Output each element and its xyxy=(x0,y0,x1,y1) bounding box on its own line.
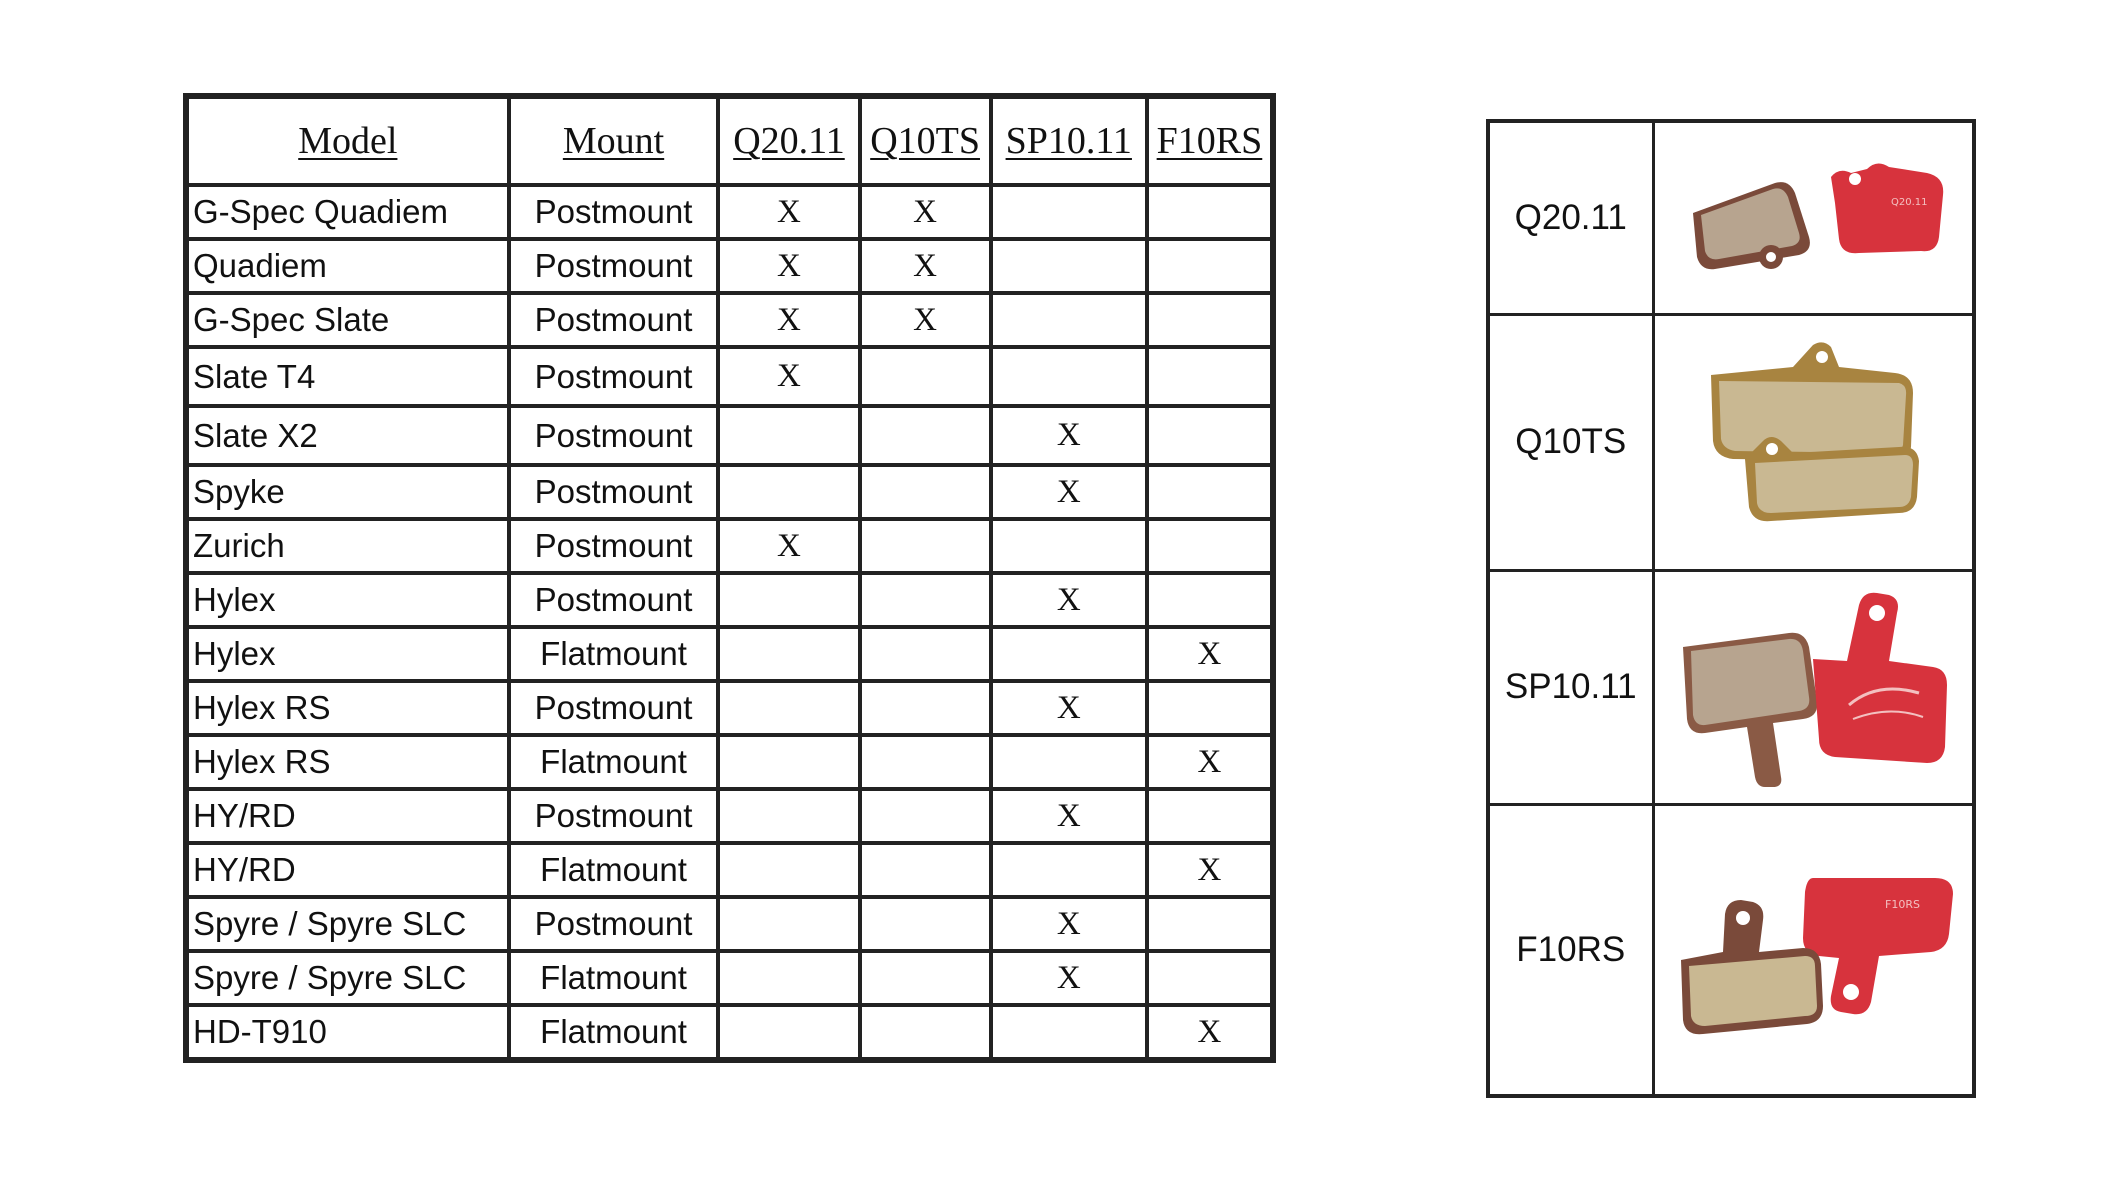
mount-cell: Flatmount xyxy=(509,1005,719,1060)
compat-mark-sp10-11: X xyxy=(991,789,1147,843)
mount-cell: Flatmount xyxy=(509,951,719,1005)
pad-image-f10rs xyxy=(1653,804,1974,1096)
compat-mark-f10rs: X xyxy=(1147,735,1273,789)
table-row xyxy=(186,465,1273,519)
compat-mark-q20-11 xyxy=(718,627,859,681)
compat-mark-q10ts xyxy=(860,1005,991,1060)
model-cell: Slate T4 xyxy=(186,347,509,406)
header-q10ts: Q10TS xyxy=(860,96,991,185)
header-f10rs: F10RS xyxy=(1147,96,1273,185)
compat-mark-q10ts xyxy=(860,347,991,406)
pad-name: F10RS xyxy=(1488,804,1653,1096)
model-cell: Hylex RS xyxy=(186,681,509,735)
compat-mark-f10rs xyxy=(1147,465,1273,519)
compat-mark-q10ts xyxy=(860,465,991,519)
header-q20-11: Q20.11 xyxy=(718,96,859,185)
table-row xyxy=(186,897,1273,951)
pad-legend-table xyxy=(1486,119,1976,1098)
header-sp10-11: SP10.11 xyxy=(991,96,1147,185)
svg-text:F10RS: F10RS xyxy=(1885,897,1921,911)
compat-mark-q20-11 xyxy=(718,843,859,897)
compat-mark-q10ts xyxy=(860,406,991,465)
pad-row-q20-11 xyxy=(1488,121,1974,314)
model-cell: Spyke xyxy=(186,465,509,519)
compat-mark-f10rs xyxy=(1147,897,1273,951)
pad-row-q10ts xyxy=(1488,314,1974,570)
compat-mark-f10rs xyxy=(1147,293,1273,347)
compat-mark-f10rs xyxy=(1147,519,1273,573)
model-cell: G-Spec Quadiem xyxy=(186,185,509,239)
compat-mark-sp10-11 xyxy=(991,293,1147,347)
mount-cell: Postmount xyxy=(509,347,719,406)
compat-mark-f10rs xyxy=(1147,347,1273,406)
model-cell: Spyre / Spyre SLC xyxy=(186,951,509,1005)
compat-mark-sp10-11: X xyxy=(991,897,1147,951)
pad-name: Q20.11 xyxy=(1488,121,1653,314)
compat-mark-q10ts xyxy=(860,789,991,843)
model-cell: Hylex RS xyxy=(186,735,509,789)
mount-cell: Postmount xyxy=(509,185,719,239)
mount-cell: Postmount xyxy=(509,465,719,519)
model-cell: Hylex xyxy=(186,573,509,627)
compat-mark-f10rs xyxy=(1147,185,1273,239)
table-row xyxy=(186,951,1273,1005)
model-cell: HY/RD xyxy=(186,789,509,843)
compat-mark-q10ts xyxy=(860,735,991,789)
model-cell: Slate X2 xyxy=(186,406,509,465)
brake-pad-image xyxy=(1663,327,1963,557)
table-row xyxy=(186,735,1273,789)
brake-pad-image xyxy=(1663,133,1963,303)
table-row xyxy=(186,681,1273,735)
pad-row-sp10-11 xyxy=(1488,570,1974,804)
compat-mark-q10ts xyxy=(860,681,991,735)
table-row xyxy=(186,185,1273,239)
table-row xyxy=(186,627,1273,681)
compat-mark-q10ts xyxy=(860,951,991,1005)
mount-cell: Postmount xyxy=(509,681,719,735)
model-cell: Hylex xyxy=(186,627,509,681)
compat-mark-q20-11: X xyxy=(718,185,859,239)
compat-mark-f10rs xyxy=(1147,951,1273,1005)
compat-mark-q20-11 xyxy=(718,465,859,519)
brake-pad-image xyxy=(1663,830,1963,1070)
compat-mark-sp10-11 xyxy=(991,519,1147,573)
model-cell: Spyre / Spyre SLC xyxy=(186,897,509,951)
pad-image-q20-11 xyxy=(1653,121,1974,314)
table-body xyxy=(186,185,1273,1060)
header-row xyxy=(186,96,1273,185)
compat-mark-q20-11 xyxy=(718,573,859,627)
table-row xyxy=(186,573,1273,627)
compat-mark-q10ts xyxy=(860,573,991,627)
compat-mark-sp10-11 xyxy=(991,843,1147,897)
table-row xyxy=(186,406,1273,465)
pad-name: Q10TS xyxy=(1488,314,1653,570)
compat-mark-f10rs xyxy=(1147,681,1273,735)
compat-mark-f10rs xyxy=(1147,789,1273,843)
mount-cell: Postmount xyxy=(509,293,719,347)
mount-cell: Postmount xyxy=(509,406,719,465)
compat-mark-sp10-11 xyxy=(991,627,1147,681)
compat-mark-q20-11: X xyxy=(718,347,859,406)
mount-cell: Postmount xyxy=(509,519,719,573)
compat-mark-sp10-11 xyxy=(991,735,1147,789)
compat-mark-q20-11 xyxy=(718,951,859,1005)
compat-mark-f10rs: X xyxy=(1147,1005,1273,1060)
compat-mark-sp10-11: X xyxy=(991,406,1147,465)
compatibility-table xyxy=(183,93,1276,1063)
pad-image-sp10-11 xyxy=(1653,570,1974,804)
table-row xyxy=(186,293,1273,347)
pad-name: SP10.11 xyxy=(1488,570,1653,804)
compat-mark-sp10-11: X xyxy=(991,573,1147,627)
compat-mark-q20-11 xyxy=(718,681,859,735)
compat-mark-q20-11: X xyxy=(718,519,859,573)
mount-cell: Postmount xyxy=(509,239,719,293)
table-row xyxy=(186,1005,1273,1060)
compat-mark-sp10-11: X xyxy=(991,465,1147,519)
compat-mark-q20-11 xyxy=(718,897,859,951)
header-mount: Mount xyxy=(509,96,719,185)
compat-mark-sp10-11 xyxy=(991,239,1147,293)
mount-cell: Flatmount xyxy=(509,735,719,789)
table-row xyxy=(186,347,1273,406)
compat-mark-q10ts xyxy=(860,519,991,573)
compat-mark-sp10-11 xyxy=(991,185,1147,239)
mount-cell: Postmount xyxy=(509,573,719,627)
model-cell: HY/RD xyxy=(186,843,509,897)
compat-mark-q10ts xyxy=(860,627,991,681)
compat-mark-q10ts: X xyxy=(860,293,991,347)
compat-mark-q10ts xyxy=(860,897,991,951)
compat-mark-q20-11 xyxy=(718,1005,859,1060)
pad-image-q10ts xyxy=(1653,314,1974,570)
compat-mark-f10rs xyxy=(1147,239,1273,293)
model-cell: Zurich xyxy=(186,519,509,573)
compat-mark-q20-11: X xyxy=(718,293,859,347)
compat-mark-q20-11 xyxy=(718,406,859,465)
compat-mark-f10rs: X xyxy=(1147,627,1273,681)
compat-mark-f10rs: X xyxy=(1147,843,1273,897)
mount-cell: Postmount xyxy=(509,897,719,951)
brake-pad-image xyxy=(1663,577,1963,797)
mount-cell: Flatmount xyxy=(509,627,719,681)
header-model: Model xyxy=(186,96,509,185)
model-cell: HD-T910 xyxy=(186,1005,509,1060)
compat-mark-q20-11 xyxy=(718,789,859,843)
mount-cell: Postmount xyxy=(509,789,719,843)
model-cell: Quadiem xyxy=(186,239,509,293)
table-row xyxy=(186,843,1273,897)
compat-mark-f10rs xyxy=(1147,573,1273,627)
table-row xyxy=(186,519,1273,573)
compat-mark-sp10-11: X xyxy=(991,681,1147,735)
compat-mark-sp10-11 xyxy=(991,347,1147,406)
compat-mark-q20-11 xyxy=(718,735,859,789)
mount-cell: Flatmount xyxy=(509,843,719,897)
compat-mark-q20-11: X xyxy=(718,239,859,293)
compat-mark-q10ts: X xyxy=(860,239,991,293)
compat-mark-sp10-11 xyxy=(991,1005,1147,1060)
compat-mark-f10rs xyxy=(1147,406,1273,465)
svg-text:Q20.11: Q20.11 xyxy=(1891,196,1928,208)
table-row xyxy=(186,239,1273,293)
table-row xyxy=(186,789,1273,843)
compat-mark-sp10-11: X xyxy=(991,951,1147,1005)
model-cell: G-Spec Slate xyxy=(186,293,509,347)
compat-mark-q10ts xyxy=(860,843,991,897)
pad-row-f10rs xyxy=(1488,804,1974,1096)
compat-mark-q10ts: X xyxy=(860,185,991,239)
